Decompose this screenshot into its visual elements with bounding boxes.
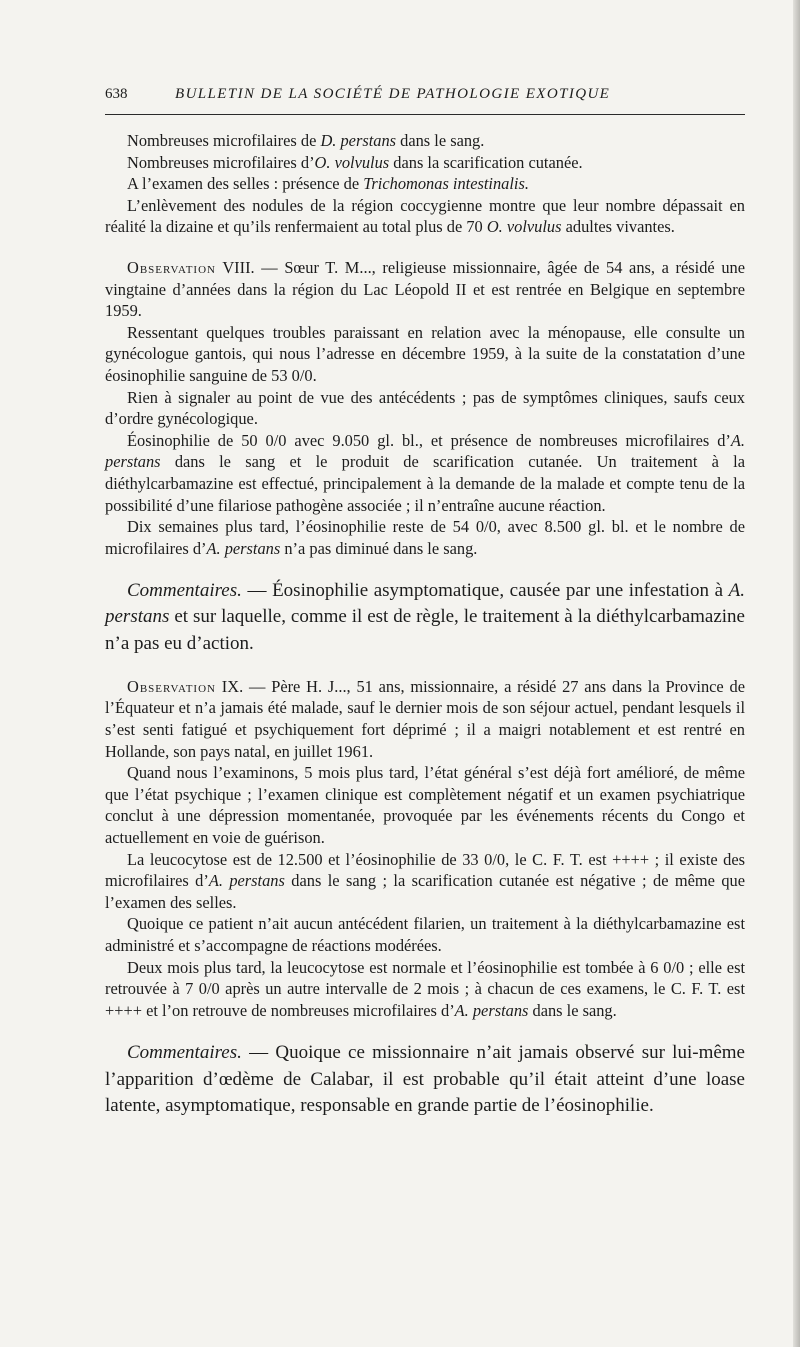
observation-label: Observation: [127, 257, 216, 277]
running-header: [105, 86, 745, 110]
commentary-2: Commentaires. — Quoique ce missionnaire n’ait jamais observé sur lui-même l’apparition d’œdème de Calabar, il est probable qu’il était atteint d’une loase latente, asymptomatique, responsable en grande partie de l’éosinophilie.: [105, 1042, 745, 1116]
paragraph: Nombreuses microfilaires d’O. volvulus dans la scarification cutanée.: [127, 152, 583, 172]
paragraph: Rien à signaler au point de vue des antécédents ; pas de symptômes cliniques, saufs ceux d’ordre gynécologique.: [105, 387, 745, 429]
running-title: BULLETIN DE LA SOCIÉTÉ DE PATHOLOGIE EXOTIQUE: [175, 86, 611, 102]
paragraph: Deux mois plus tard, la leucocytose est normale et l’éosinophilie est tombée à 6 0/0 ; elle est retrouvée à 7 0/0 après un autre intervalle de 2 mois ; à chacun de ces examens, le C. F. T. est ++++ et l’on retrouve de nombreuses microfilaires d’A. perstans dans le sang.: [105, 957, 745, 1020]
header-rule: [105, 114, 745, 115]
observation-label: Observation: [127, 676, 216, 696]
page-body: [105, 130, 745, 1138]
commentary-1: Commentaires. — Éosinophilie asymptomatique, causée par une infestation à A. perstans et sur laquelle, comme il est de règle, le traitement à la diéthylcarbamazine n’a pas eu d’action.: [105, 580, 745, 654]
observation-heading-paragraph: Observation VIII. — Sœur T. M..., religieuse missionnaire, âgée de 54 ans, a résidé une vingtaine d’années dans la région du Lac Léopold II et est rentrée en Belgique en septembre 1959.: [105, 257, 745, 321]
paragraph: A l’examen des selles : présence de Trichomonas intestinalis.: [127, 174, 529, 194]
paragraph: Éosinophilie de 50 0/0 avec 9.050 gl. bl., et présence de nombreuses microfilaires d’A. perstans dans le sang et le produit de scarification cutanée. Un traitement à la diéthylcarbamazine est effectué, principalement à la demande de la malade et compte tenu de la possibilité d’une filariose pathogène associée ; il n’entraîne aucune réaction.: [105, 430, 745, 515]
paragraph: Nombreuses microfilaires de D. perstans dans le sang.: [127, 131, 485, 150]
paragraph: Ressentant quelques troubles paraissant en relation avec la ménopause, elle consulte un gynécologue gantois, qui nous l’adresse en décembre 1959, à la suite de la constatation d’une éosinophilie sanguine de 53 0/0.: [105, 322, 745, 385]
findings-block: [105, 130, 745, 238]
paragraph: L’enlèvement des nodules de la région coccygienne montre que leur nombre dépassait en réalité la dizaine et qu’ils renfermaient au total plus de 70 O. volvulus adultes vivantes.: [105, 195, 745, 237]
observation-heading-paragraph: Observation IX. — Père H. J..., 51 ans, missionnaire, a résidé 27 ans dans la Province de l’Équateur et n’a jamais été malade, sauf le dernier mois de son séjour actuel, pendant lesquels il s’est senti fatigué et psychiquement fort déprimé ; il a maigri notablement et est rentré en Hollande, son pays natal, en juillet 1961.: [105, 676, 745, 761]
commentary-label: Commentaires.: [127, 580, 242, 602]
page-number: 638: [105, 86, 128, 102]
page-edge-shadow: [793, 0, 800, 1347]
paragraph: La leucocytose est de 12.500 et l’éosinophilie de 33 0/0, le C. F. T. est ++++ ; il existe des microfilaires d’A. perstans dans le sang ; la scarification cutanée est négative ; de même que l’examen des selles.: [105, 849, 746, 912]
paragraph: Dix semaines plus tard, l’éosinophilie reste de 54 0/0, avec 8.500 gl. bl. et le nombre de microfilaires d’A. perstans n’a pas diminué dans le sang.: [105, 517, 745, 558]
observation-8: [105, 257, 745, 559]
observation-9: [105, 676, 745, 1022]
paragraph: Quoique ce patient n’ait aucun antécédent filarien, un traitement à la diéthylcarbamazine est administré et s’accompagne de réactions modérées.: [105, 914, 745, 956]
paragraph: Quand nous l’examinons, 5 mois plus tard, l’état général s’est déjà fort amélioré, de même que l’état psychique ; l’examen clinique est complètement négatif et un examen psychiatrique conclut à une dépression momentanée, provoquée par les événements récents du Congo et actuellement en voie de guérison.: [105, 763, 745, 848]
commentary-label: Commentaires.: [127, 1042, 242, 1064]
